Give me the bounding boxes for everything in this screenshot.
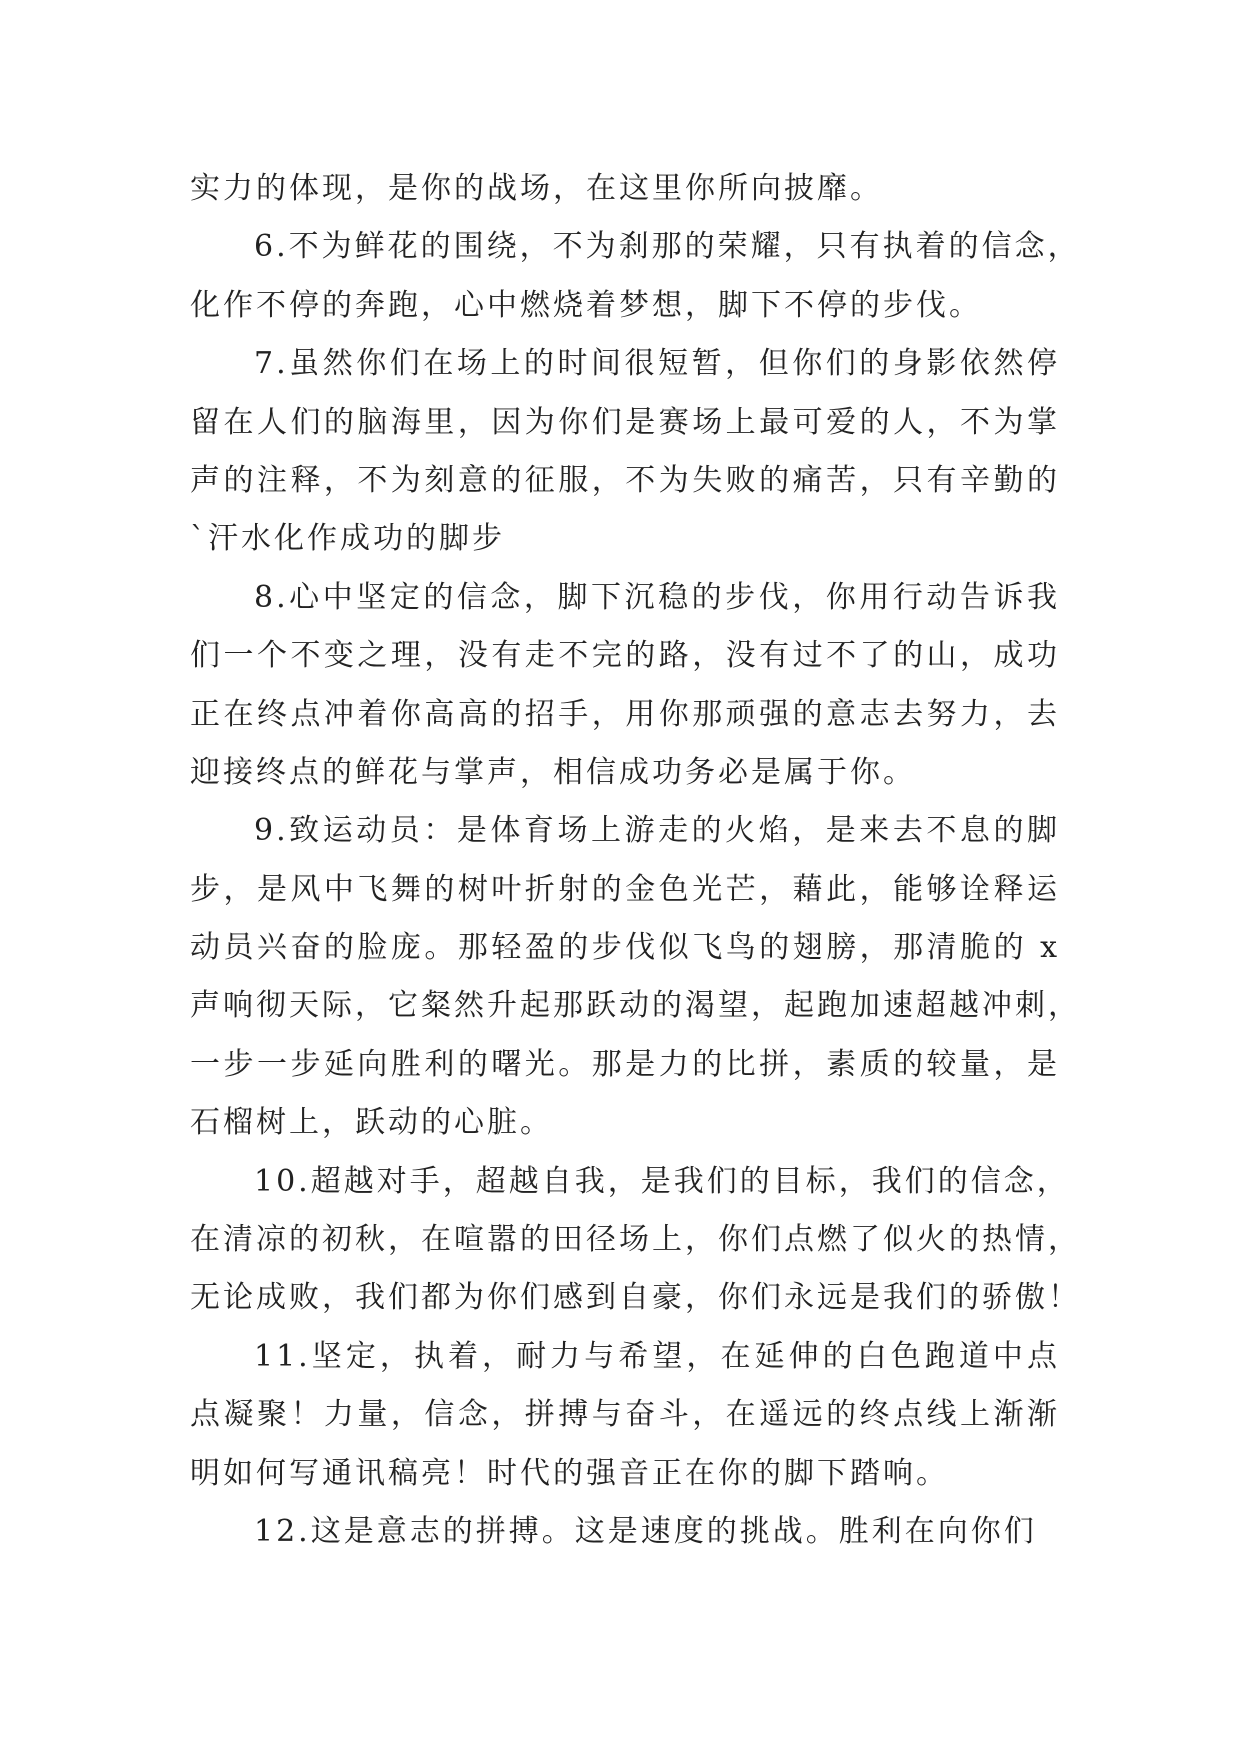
paragraph-line: 声响彻天际，它粲然升起那跃动的渴望，起跑加速超越冲刺，: [190, 988, 1081, 1024]
document-body: [190, 160, 1081, 1561]
paragraph-5: [190, 160, 1060, 218]
paragraph-line: 7.虽然你们在场上的时间很短暂，但你们的身影依然停: [254, 346, 1060, 382]
paragraph-line: 步，是风中飞舞的树叶折射的金色光芒，藉此，能够诠释运: [190, 871, 1060, 907]
paragraph-line: 石榴树上，跃动的心脏。: [190, 1105, 553, 1141]
paragraph-line: 声的注释，不为刻意的征服，不为失败的痛苦，只有辛勤的: [190, 462, 1060, 498]
paragraph-line: 11.坚定，执着，耐力与希望，在延伸的白色跑道中点: [254, 1338, 1060, 1374]
paragraph-line: 留在人们的脑海里，因为你们是赛场上最可爱的人，不为掌: [190, 404, 1060, 440]
paragraph-line: 明如何写通讯稿亮！时代的强音正在你的脚下踏响。: [190, 1455, 949, 1491]
paragraph-11: [190, 1328, 1060, 1503]
paragraph-line: 实力的体现，是你的战场，在这里你所向披靡。: [190, 171, 883, 206]
paragraph-8: [190, 569, 1060, 803]
paragraph-line: 一步一步延向胜利的曙光。那是力的比拼，素质的较量，是: [190, 1046, 1060, 1082]
paragraph-line: 动员兴奋的脸庞。那轻盈的步伐似飞鸟的翅膀，那清脆的 x: [190, 930, 1060, 966]
paragraph-line: `汗水化作成功的脚步: [190, 521, 505, 557]
paragraph-line: 6.不为鲜花的围绕，不为刹那的荣耀，只有执着的信念，: [254, 229, 1081, 265]
paragraph-line: 正在终点冲着你高高的招手，用你那顽强的意志去努力，去: [190, 696, 1060, 732]
paragraph-line: 10.超越对手，超越自我，是我们的目标，我们的信念，: [254, 1163, 1070, 1199]
paragraph-12: [190, 1503, 1060, 1561]
paragraph-line: 无论成败，我们都为你们感到自豪，你们永远是我们的骄傲！: [190, 1280, 1081, 1316]
paragraph-line: 在清凉的初秋，在喧嚣的田径场上，你们点燃了似火的热情，: [190, 1222, 1081, 1258]
paragraph-line: 9.致运动员：是体育场上游走的火焰，是来去不息的脚: [254, 813, 1060, 849]
paragraph-line: 12.这是意志的拼搏。这是速度的挑战。胜利在向你们: [254, 1513, 1037, 1549]
paragraph-line: 化作不停的奔跑，心中燃烧着梦想，脚下不停的步伐。: [190, 287, 982, 323]
paragraph-9: [190, 802, 1081, 1152]
paragraph-line: 8.心中坚定的信念，脚下沉稳的步伐，你用行动告诉我: [254, 579, 1060, 615]
paragraph-line: 迎接终点的鲜花与掌声，相信成功务必是属于你。: [190, 754, 916, 790]
paragraph-6: [190, 218, 1081, 335]
paragraph-7: [190, 335, 1060, 569]
paragraph-10: [190, 1153, 1081, 1328]
paragraph-line: 点凝聚！力量，信念，拼搏与奋斗，在遥远的终点线上渐渐: [190, 1397, 1060, 1433]
paragraph-line: 们一个不变之理，没有走不完的路，没有过不了的山，成功: [190, 638, 1060, 674]
